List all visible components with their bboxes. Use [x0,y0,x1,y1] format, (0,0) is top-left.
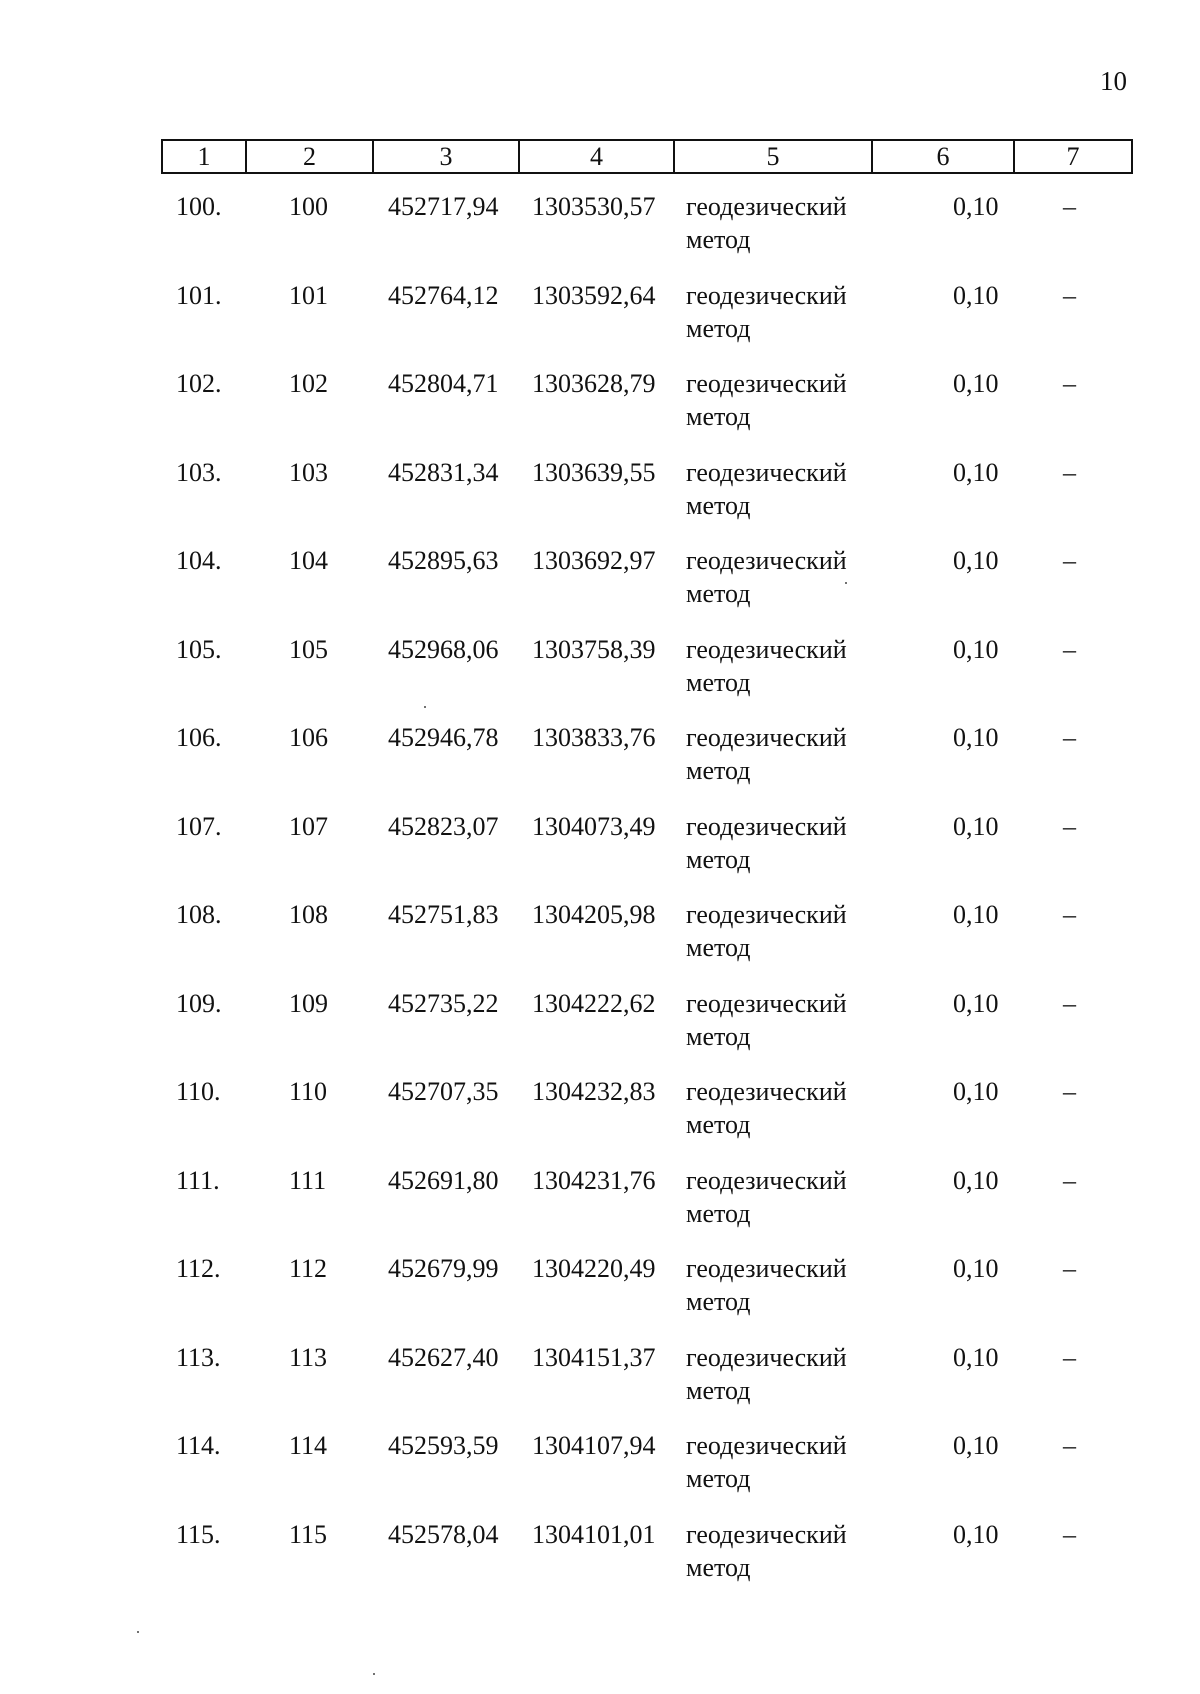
table-row [0,898,1200,987]
coordinate-y: 1304101,01 [532,1519,656,1549]
precision: 0,10 [953,1342,999,1372]
note: – [1063,280,1076,310]
point-id: 110 [289,1077,328,1106]
point-id: 101 [289,280,328,310]
precision: 0,10 [953,811,999,841]
point-id: 100 [289,192,328,221]
method: геодезический метод [686,280,847,343]
point-id: 114 [289,1431,328,1460]
coordinate-x: 452578,04 [388,1519,499,1549]
note: – [1063,1165,1076,1195]
column-header-6: 6 [872,140,1014,173]
page-number: 10 [1100,66,1127,96]
precision: 0,10 [953,723,999,752]
coordinate-y: 1304151,37 [532,1342,656,1372]
point-id: 108 [289,900,328,929]
coordinate-y: 1303692,97 [532,546,656,575]
method: геодезический метод [686,1254,847,1316]
precision: 0,10 [953,369,999,398]
row-number: 110. [176,1077,221,1106]
column-header-7: 7 [1014,140,1132,173]
coordinate-x: 452895,63 [388,546,499,575]
table-row [0,190,1200,279]
method: геодезический метод [686,1342,847,1405]
precision: 0,10 [953,1165,999,1195]
precision: 0,10 [953,988,999,1018]
coordinate-y: 1304232,83 [532,1077,656,1106]
row-number: 106. [176,723,222,752]
note: – [1063,192,1076,221]
note: – [1063,1519,1076,1549]
table-row [0,279,1200,368]
precision: 0,10 [953,192,999,221]
coordinate-y: 1303628,79 [532,369,656,398]
method: геодезический метод [686,723,847,785]
note: – [1063,634,1076,664]
note: – [1063,988,1076,1018]
row-number: 109. [176,988,222,1018]
column-header-row [162,140,1132,173]
precision: 0,10 [953,1431,999,1460]
column-header-3: 3 [373,140,519,173]
coordinate-x: 452735,22 [388,988,499,1018]
method: геодезический метод [686,1519,847,1582]
precision: 0,10 [953,280,999,310]
note: – [1063,1254,1076,1283]
point-id: 103 [289,457,328,487]
precision: 0,10 [953,1519,999,1549]
method: геодезический метод [686,457,847,520]
precision: 0,10 [953,1077,999,1106]
coordinate-x: 452751,83 [388,900,499,929]
method: геодезический метод [686,900,847,962]
row-number: 103. [176,457,222,487]
coordinate-y: 1304205,98 [532,900,656,929]
table-row [0,1341,1200,1430]
coordinate-y: 1304107,94 [532,1431,656,1460]
coordinate-x: 452627,40 [388,1342,499,1372]
note: – [1063,369,1076,398]
point-id: 109 [289,988,328,1018]
point-id: 105 [289,634,328,664]
coordinate-y: 1303530,57 [532,192,656,221]
method: геодезический метод [686,811,847,874]
coordinate-x: 452717,94 [388,192,499,221]
coordinate-x: 452946,78 [388,723,499,752]
column-header-2: 2 [246,140,373,173]
row-number: 108. [176,900,222,929]
coordinate-y: 1304231,76 [532,1165,656,1195]
note: – [1063,1431,1076,1460]
scan-speck [137,1631,139,1633]
coordinate-y: 1303833,76 [532,723,656,752]
coordinate-x: 452823,07 [388,811,499,841]
note: – [1063,811,1076,841]
column-header-1: 1 [162,140,246,173]
coordinate-y: 1304073,49 [532,811,656,841]
table-row [0,367,1200,456]
point-id: 115 [289,1519,328,1549]
coordinate-x: 452691,80 [388,1165,499,1195]
coordinate-x: 452764,12 [388,280,499,310]
row-number: 111. [176,1165,220,1195]
note: – [1063,900,1076,929]
row-number: 113. [176,1342,221,1372]
point-id: 106 [289,723,328,752]
table-row [0,987,1200,1076]
row-number: 107. [176,811,222,841]
row-number: 114. [176,1431,221,1460]
row-number: 105. [176,634,222,664]
note: – [1063,457,1076,487]
precision: 0,10 [953,546,999,575]
table-row [0,1518,1200,1607]
coordinate-x: 452968,06 [388,634,499,664]
method: геодезический метод [686,988,847,1051]
column-header-table [161,139,1133,174]
method: геодезический метод [686,192,847,254]
row-number: 112. [176,1254,221,1283]
note: – [1063,546,1076,575]
note: – [1063,1077,1076,1106]
method: геодезический метод [686,1077,847,1139]
precision: 0,10 [953,634,999,664]
point-id: 112 [289,1254,328,1283]
row-number: 102. [176,369,222,398]
column-header-5: 5 [674,140,872,173]
coordinate-y: 1303758,39 [532,634,656,664]
coordinates-table-body [0,190,1200,1606]
row-number: 115. [176,1519,221,1549]
coordinate-x: 452831,34 [388,457,499,487]
coordinate-x: 452593,59 [388,1431,499,1460]
table-row [0,456,1200,545]
coordinate-x: 452804,71 [388,369,499,398]
precision: 0,10 [953,457,999,487]
method: геодезический метод [686,369,847,431]
coordinate-y: 1303592,64 [532,280,656,310]
precision: 0,10 [953,1254,999,1283]
coordinate-y: 1304220,49 [532,1254,656,1283]
table-row [0,810,1200,899]
row-number: 100. [176,192,222,221]
coordinate-x: 452707,35 [388,1077,499,1106]
table-row [0,1252,1200,1341]
row-number: 104. [176,546,222,575]
coordinate-x: 452679,99 [388,1254,499,1283]
note: – [1063,1342,1076,1372]
table-row [0,633,1200,722]
method: геодезический метод [686,546,847,608]
point-id: 107 [289,811,328,841]
method: геодезический метод [686,634,847,697]
scan-speck [373,1673,375,1675]
table-row [0,544,1200,633]
point-id: 102 [289,369,328,398]
point-id: 104 [289,546,328,575]
scan-speck [845,582,847,584]
method: геодезический метод [686,1431,847,1493]
row-number: 101. [176,280,222,310]
method: геодезический метод [686,1165,847,1228]
coordinate-y: 1304222,62 [532,988,656,1018]
table-row [0,721,1200,810]
column-header-4: 4 [519,140,674,173]
table-row [0,1075,1200,1164]
point-id: 111 [289,1165,327,1195]
precision: 0,10 [953,900,999,929]
scan-speck [424,706,426,708]
note: – [1063,723,1076,752]
coordinate-y: 1303639,55 [532,457,656,487]
table-row [0,1164,1200,1253]
point-id: 113 [289,1342,328,1372]
table-row [0,1429,1200,1518]
